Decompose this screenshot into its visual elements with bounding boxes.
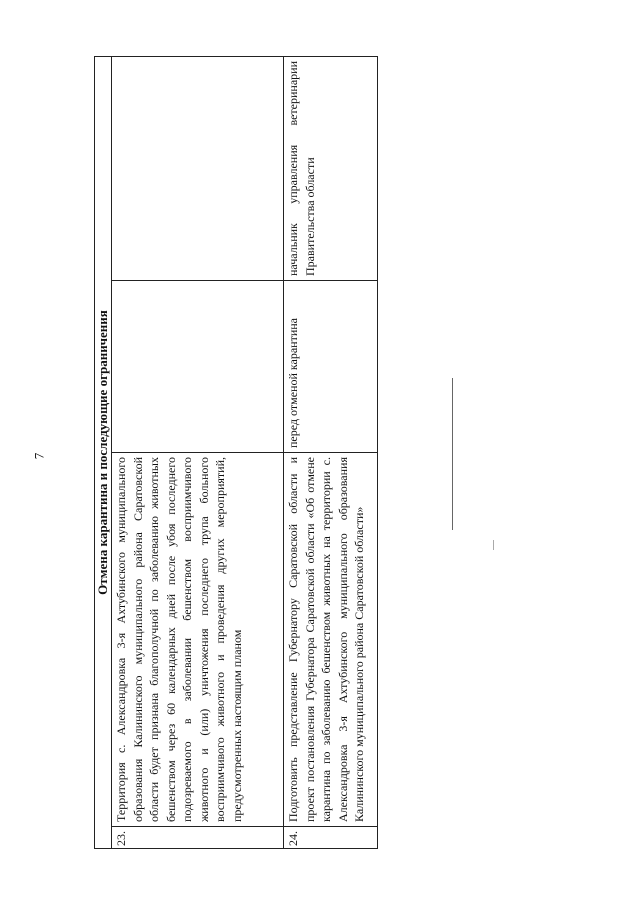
table-header-row xyxy=(95,57,112,849)
separator-mark xyxy=(493,540,494,550)
row-number: 24. xyxy=(284,827,378,849)
measure-text: Территория с. Александровка 3-я Ахтубинского муниципального образования Калининского муниципального района Саратовской области будет признана благополучной по заболеванию животных бешенством через 60 календарных дней после убоя последнего подозреваемого в заболевании бешенством восприимчивого животного и (или) уничтожения последнего трупа больного восприимчивого животного и проведения других мероприятий, предусмотренных настоящим планом xyxy=(112,453,284,827)
table-row xyxy=(112,57,284,849)
measures-table xyxy=(94,56,378,849)
row-number: 23. xyxy=(112,827,284,849)
document-table-rotated xyxy=(94,57,378,849)
table-row xyxy=(284,57,378,849)
term-text xyxy=(112,281,284,453)
separator-line xyxy=(452,378,453,530)
responsible-text: начальник управления ветеринарии Правительства области xyxy=(284,57,378,281)
term-text: перед отменой карантина xyxy=(284,281,378,453)
measure-text: Подготовить представление Губернатору Саратовской области и проект постановления Губернатора Саратовской области «Об отмене карантина по заболеванию бешенством животных на территории с. Александровка 3-я Ахтубинского муниципального образования Калининского муниципального района Саратовской области» xyxy=(284,453,378,827)
page-number: 7 xyxy=(31,452,47,460)
responsible-text xyxy=(112,57,284,281)
section-header: Отмена карантина и последующие ограничения xyxy=(95,57,112,849)
